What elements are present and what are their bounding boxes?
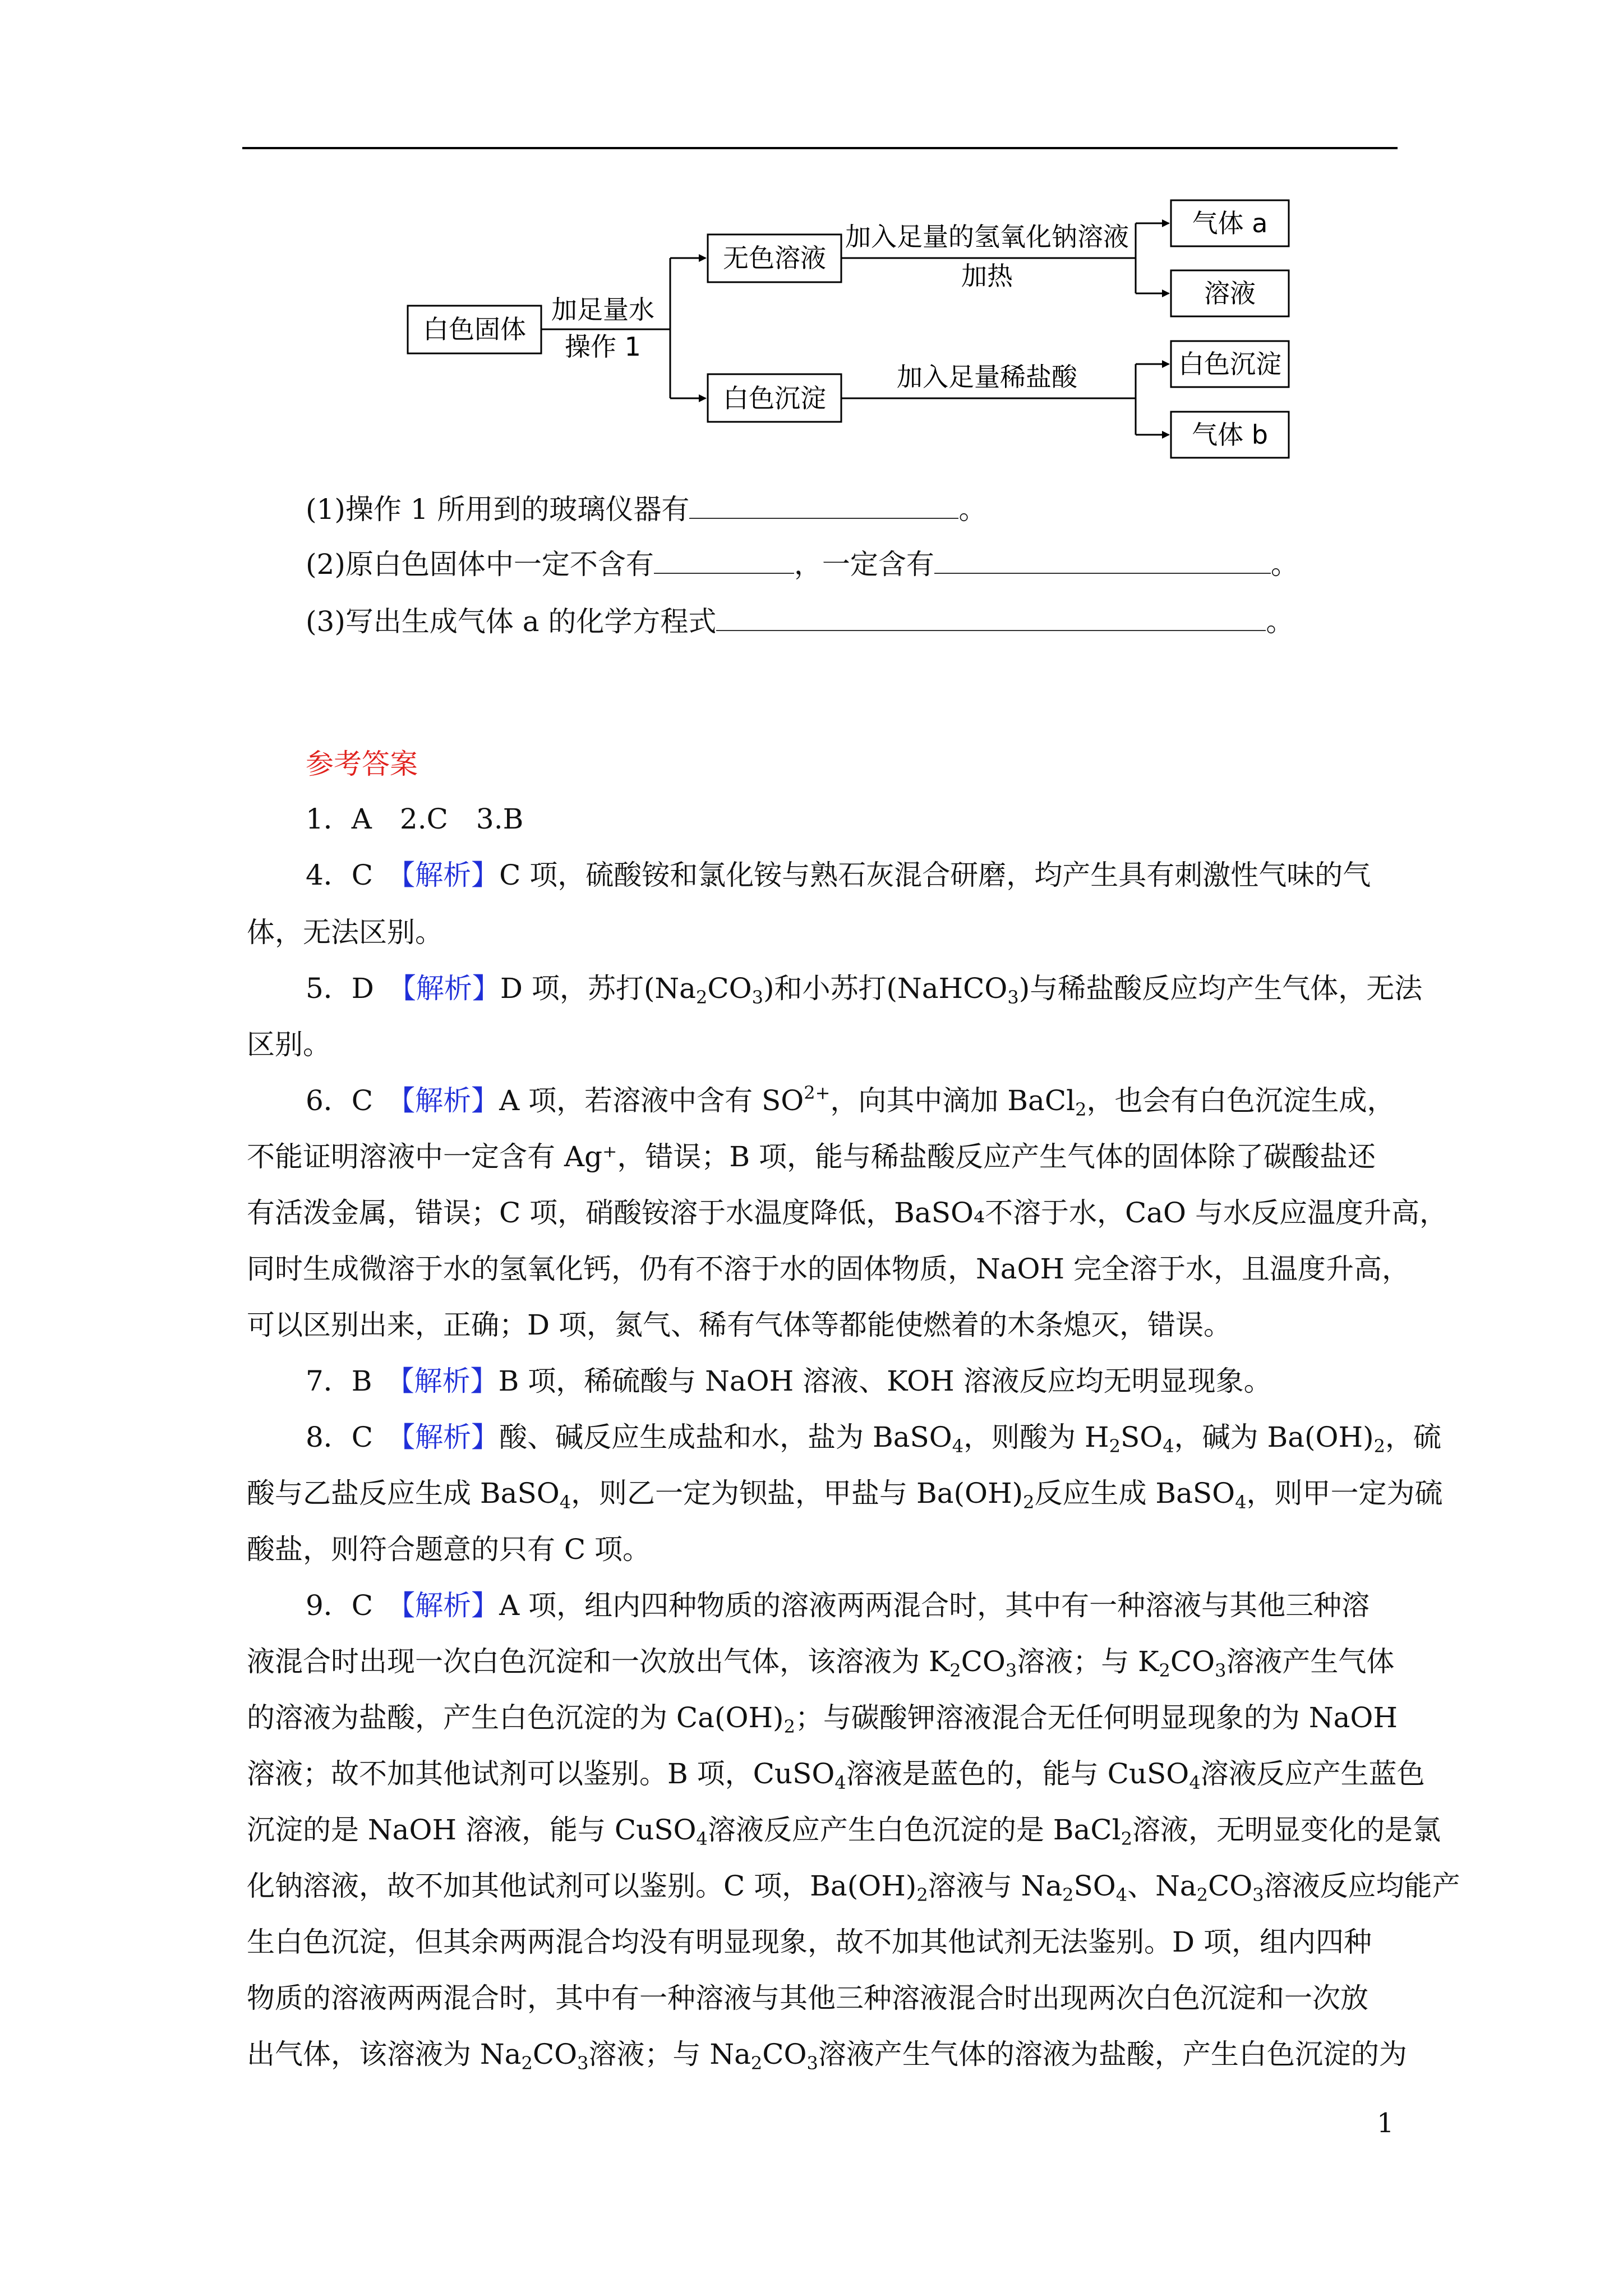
answer-5-line2: 区别。 (247, 1028, 331, 1061)
a7-text: B 项，稀硫酸与 NaOH 溶液、KOH 溶液反应均无明显现象。 (498, 1365, 1272, 1397)
label-add-water: 加足量水 (551, 295, 654, 325)
answer-7 (306, 1359, 1623, 1399)
a4-text: C 项，硫酸铵和氯化铵与熟石灰混合研磨，均产生具有刺激性气味的气 (499, 859, 1371, 891)
answer-9-line5: 沉淀的是 NaOH 溶液，能与 CuSO$_4$溶液反应产生白色沉淀的是 BaCl$_2$溶液，无明显变化的是氯 (247, 1814, 1441, 1849)
a7-jiexi: 【解析】 (400, 1365, 499, 1397)
a9-jiexi: 【解析】 (401, 1589, 500, 1622)
answer-9-line8: 物质的溶液两两混合时，其中有一种溶液与其他三种溶液混合时出现两次白色沉淀和一次放 (247, 1982, 1368, 2014)
q3-text: (3)写出生成气体 a 的化学方程式 (306, 605, 717, 638)
label-operation1: 操作 1 (565, 332, 641, 362)
q1-end: 。 (958, 493, 987, 526)
a5-jiexi: 【解析】 (402, 972, 500, 1005)
label-heat: 加热 (961, 261, 1013, 291)
label-colorless-solution: 无色溶液 (723, 243, 826, 273)
label-white-precipitate: 白色沉淀 (723, 383, 826, 413)
a8-jiexi: 【解析】 (401, 1421, 500, 1453)
q2-blank-2[interactable] (934, 547, 1271, 574)
answer-8-line3: 酸盐，则符合题意的只有 C 项。 (247, 1533, 651, 1566)
label-white-solid: 白色固体 (423, 314, 526, 344)
answer-9-line4: 溶液；故不加其他试剂可以鉴别。B 项，CuSO$_4$溶液是蓝色的，能与 CuSO$_4$溶液反应产生蓝色 (247, 1757, 1425, 1793)
answers-heading: 参考答案 (306, 748, 418, 780)
answer-9-line1 (306, 1583, 1623, 1623)
answer-5-line1 (306, 966, 1623, 1008)
a6-num: 6．C (306, 1084, 402, 1117)
a9-num: 9．C (306, 1589, 402, 1622)
q3-blank[interactable] (716, 604, 1266, 631)
a5-num: 5．D (306, 972, 402, 1005)
a9-text: A 项，组内四种物质的溶液两两混合时，其中有一种溶液与其他三种溶 (499, 1589, 1370, 1622)
q1-text: (1)操作 1 所用到的玻璃仪器有 (306, 493, 690, 526)
label-solution: 溶液 (1204, 278, 1256, 309)
q2-mid: ，一定含有 (794, 548, 934, 581)
label-gas-a: 气体 a (1192, 208, 1268, 238)
a4-num: 4．C (306, 859, 402, 891)
q3-end: 。 (1266, 605, 1294, 638)
q1-blank[interactable] (689, 492, 958, 519)
question-2 (306, 542, 1623, 582)
question-3 (306, 599, 1623, 639)
answer-9-line2: 液混合时出现一次白色沉淀和一次放出气体，该溶液为 $K_2CO_3$溶液；与 $K_2CO_3$溶液产生气体 (247, 1645, 1395, 1681)
answer-9-line9: 出气体，该溶液为 $Na_2CO_3$溶液；与 $Na_2CO_3$溶液产生气体的溶液为盐酸，产生白色沉淀的为 (247, 2038, 1407, 2074)
a8-text: 酸、碱反应生成盐和水，盐为 BaSO$_4$，则酸为 $H_2SO_4$，碱为 $Ba(OH)_2$，硫 (499, 1421, 1442, 1457)
answer-6-line1 (306, 1078, 1623, 1120)
answer-9-line6: 化钠溶液，故不加其他试剂可以鉴别。C 项，$Ba(OH)_2$溶液与 $Na_2SO_4$、$Na_2CO_3$溶液反应均能产 (247, 1870, 1460, 1906)
page-number: 1 (1377, 2108, 1394, 2139)
answer-6-line4: 同时生成微溶于水的氢氧化钙，仍有不溶于水的固体物质，NaOH 完全溶于水，且温度升高， (247, 1253, 1410, 1285)
answer-4-line1 (306, 853, 1623, 893)
a7-num: 7．B (306, 1365, 400, 1397)
answer-9-line7: 生白色沉淀，但其余两两混合均没有明显现象，故不加其他试剂无法鉴别。D 项，组内四种 (247, 1926, 1372, 1958)
label-add-hcl: 加入足量稀盐酸 (897, 362, 1077, 392)
label-gas-b: 气体 b (1192, 420, 1268, 450)
answer-6-line5: 可以区别出来，正确；D 项，氮气、稀有气体等都能使燃着的木条熄灭，错误。 (247, 1309, 1232, 1341)
q2-blank-1[interactable] (654, 547, 794, 574)
q2-end: 。 (1270, 548, 1299, 581)
label-add-naoh: 加入足量的氢氧化钠溶液 (845, 222, 1129, 252)
a6-text: A 项，若溶液中含有 $SO^{2+}$，向其中滴加 BaCl$_2$，也会有白色沉淀生成， (499, 1082, 1395, 1120)
answer-1-3: 1．A 2.C 3.B (306, 803, 524, 835)
question-1 (306, 487, 1623, 527)
a8-num: 8．C (306, 1421, 402, 1453)
flow-diagram (0, 0, 1623, 505)
a5-text: D 项，苏打$(Na_2CO_3)$和小苏打(NaHCO$_3$)与稀盐酸反应均产生气体，无法 (500, 972, 1423, 1008)
a6-jiexi: 【解析】 (401, 1084, 500, 1117)
answer-8-line1 (306, 1415, 1623, 1457)
answer-9-line3: 的溶液为盐酸，产生白色沉淀的为 $Ca(OH)_2$；与碳酸钾溶液混合无任何明显现象的为 NaOH (247, 1701, 1398, 1737)
label-white-precipitate2: 白色沉淀 (1178, 349, 1281, 379)
q2-text: (2)原白色固体中一定不含有 (306, 548, 654, 581)
a4-jiexi: 【解析】 (401, 859, 500, 891)
answer-8-line2: 酸与乙盐反应生成 BaSO$_4$，则乙一定为钡盐，甲盐与 $Ba(OH)_2$反应生成 BaSO$_4$，则甲一定为硫 (247, 1477, 1443, 1513)
answer-4-line2: 体，无法区别。 (247, 916, 443, 949)
answer-6-line2: 不能证明溶液中一定含有 Ag⁺，错误；B 项，能与稀盐酸反应产生气体的固体除了碳酸盐还 (247, 1140, 1376, 1173)
answer-6-line3: 有活泼金属，错误；C 项，硝酸铵溶于水温度降低，BaSO₄不溶于水，CaO 与水反应温度升高， (247, 1197, 1447, 1229)
